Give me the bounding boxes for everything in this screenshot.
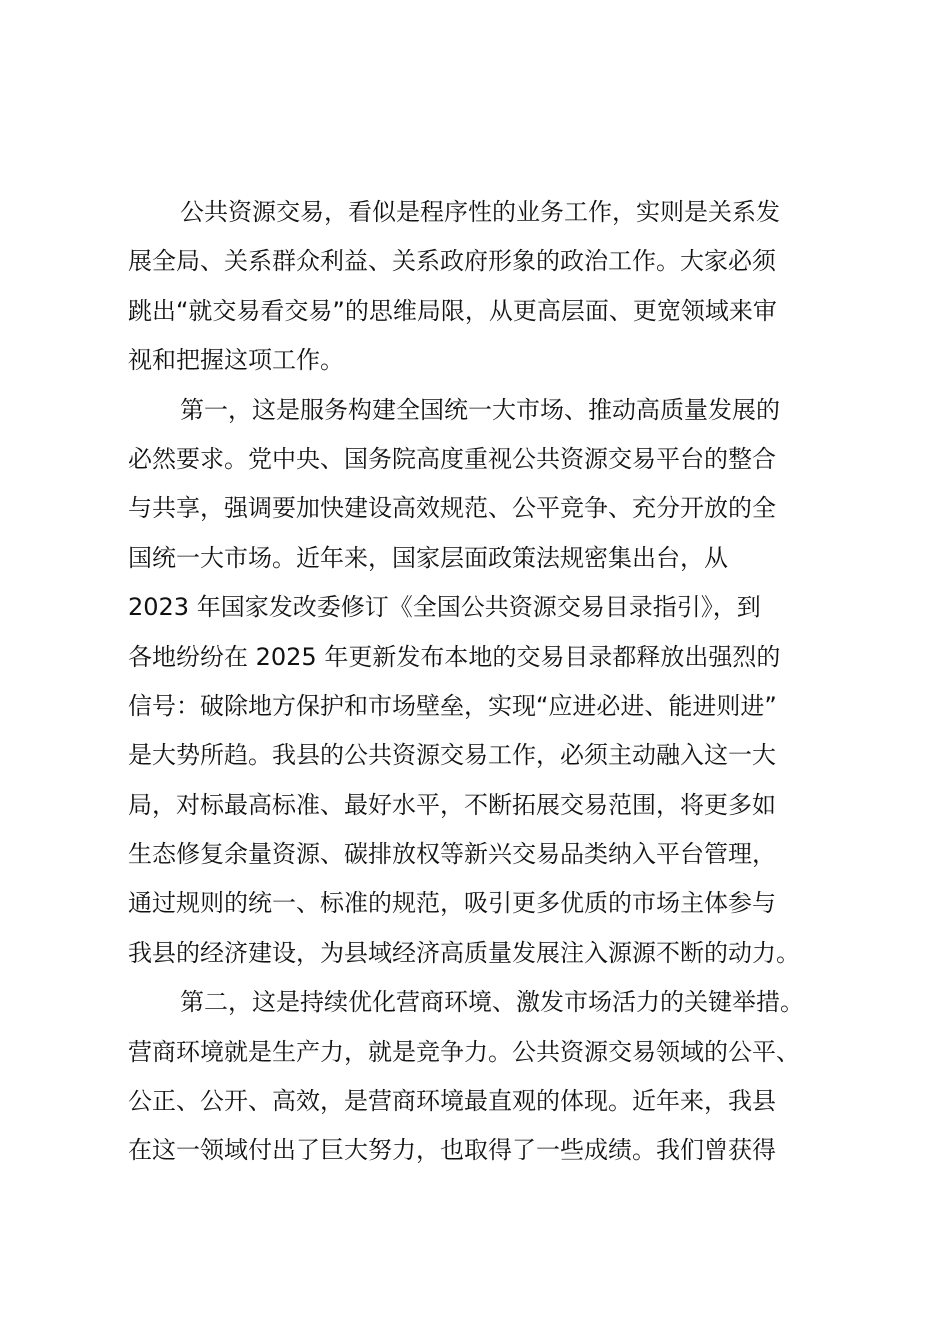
text-line: 通过规则的统一、标准的规范，吸引更多优质的市场主体参与 bbox=[128, 889, 776, 918]
text-line: 公共资源交易，看似是程序性的业务工作，实则是关系发 bbox=[180, 198, 780, 226]
text-line: 与共享，强调要加快建设高效规范、公平竞争、充分开放的全 bbox=[128, 494, 776, 523]
text-line: 我县的经济建设，为县域经济高质量发展注入源源不断的动力。 bbox=[128, 938, 800, 967]
text-line: 生态修复余量资源、碳排放权等新兴交易品类纳入平台管理， bbox=[128, 840, 776, 869]
text-line: 必然要求。党中央、国务院高度重视公共资源交易平台的整合 bbox=[128, 444, 776, 473]
document-body bbox=[128, 188, 848, 1176]
paragraph-2 bbox=[128, 386, 848, 979]
text-line: 国统一大市场。近年来，国家层面政策法规密集出台，从 bbox=[128, 543, 728, 572]
text-line: 信号：破除地方保护和市场壁垒，实现“应进必进、能进则进” bbox=[128, 691, 777, 720]
text-line: 营商环境就是生产力，就是竞争力。公共资源交易领域的公平、 bbox=[128, 1037, 800, 1066]
paragraph-1 bbox=[128, 188, 848, 386]
paragraph-3 bbox=[128, 978, 848, 1176]
text-line: 跳出“就交易看交易”的思维局限，从更高层面、更宽领域来审 bbox=[128, 296, 777, 325]
text-line: 第一，这是服务构建全国统一大市场、推动高质量发展的 bbox=[180, 395, 780, 424]
text-line: 是大势所趋。我县的公共资源交易工作，必须主动融入这一大 bbox=[128, 741, 776, 770]
text-line: 公正、公开、高效，是营商环境最直观的体现。近年来，我县 bbox=[128, 1087, 776, 1116]
text-line: 局，对标最高标准、最好水平，不断拓展交易范围，将更多如 bbox=[128, 790, 776, 819]
text-line: 各地纷纷在 2025 年更新发布本地的交易目录都释放出强烈的 bbox=[128, 642, 781, 671]
text-line: 在这一领域付出了巨大努力，也取得了一些成绩。我们曾获得 bbox=[128, 1136, 776, 1165]
text-line: 第二，这是持续优化营商环境、激发市场活力的关键举措。 bbox=[180, 988, 804, 1017]
text-line: 视和把握这项工作。 bbox=[128, 346, 344, 375]
text-line: 2023 年国家发改委修订《全国公共资源交易目录指引》，到 bbox=[128, 593, 761, 622]
text-line: 展全局、关系群众利益、关系政府形象的政治工作。大家必须 bbox=[128, 247, 776, 276]
